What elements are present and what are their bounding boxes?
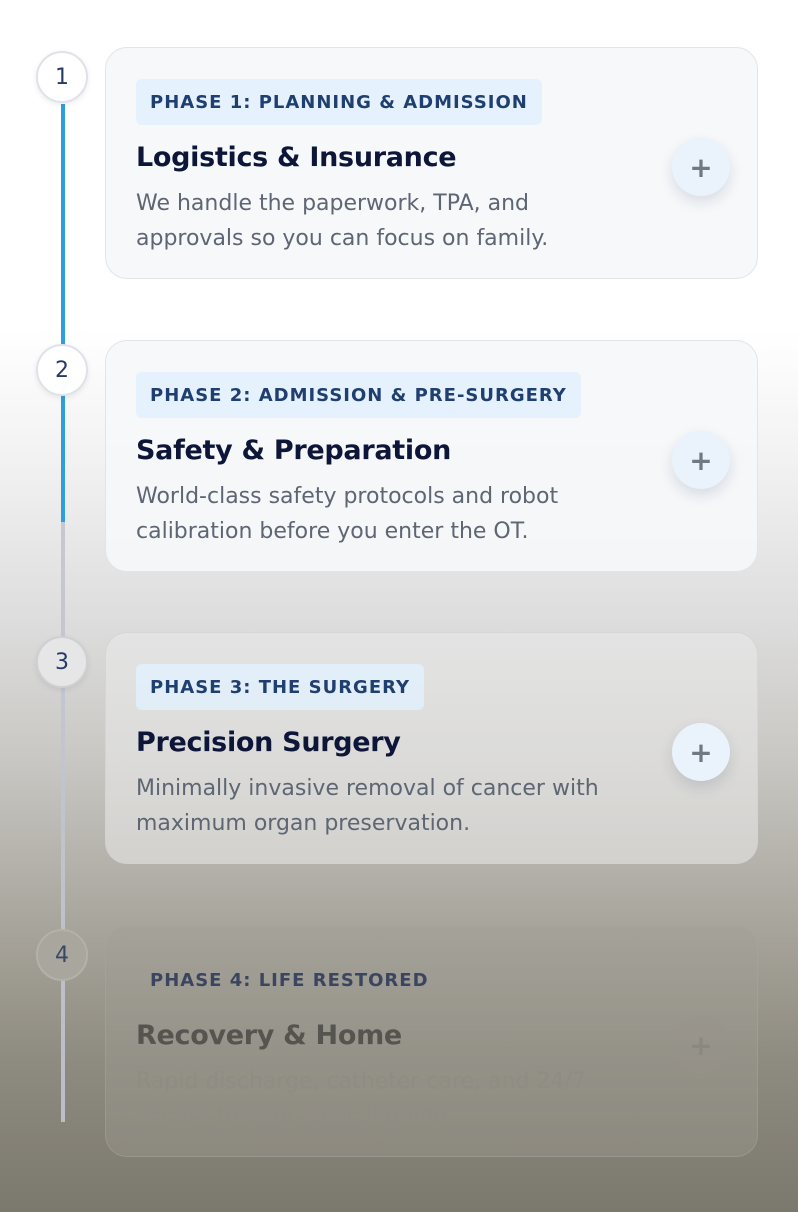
plus-icon: + [689, 443, 713, 477]
phase-1-description: We handle the paperwork, TPA, and approvals so you can focus on family. [136, 191, 549, 251]
plus-icon: + [689, 150, 713, 184]
plus-icon: + [689, 735, 713, 769]
plus-icon: + [689, 1028, 713, 1062]
phase-4-tag: PHASE 4: LIFE RESTORED [150, 969, 429, 991]
phase-1-title: Logistics & Insurance [136, 142, 457, 173]
phase-2-title: Safety & Preparation [136, 435, 452, 466]
phase-3-title: Precision Surgery [136, 727, 401, 758]
expand-phase-4-button[interactable] [672, 1016, 730, 1074]
step-3-marker: 3 [36, 636, 88, 688]
progress-rail-completed [61, 104, 65, 522]
phase-1-tag: PHASE 1: PLANNING & ADMISSION [136, 79, 542, 125]
expand-phase-1-button[interactable] [672, 138, 730, 196]
expand-phase-2-button[interactable] [672, 431, 730, 489]
expand-phase-3-button[interactable] [672, 723, 730, 781]
phase-4-title: Recovery & Home [136, 1020, 402, 1051]
progress-rail-remaining [61, 522, 65, 1122]
phase-card-3[interactable] [105, 632, 758, 864]
phase-3-tag: PHASE 3: THE SURGERY [136, 664, 424, 710]
phase-2-description: World-class safety protocols and robot calibration before you enter the OT. [136, 484, 559, 544]
step-2-marker: 2 [36, 344, 88, 396]
step-1-marker: 1 [36, 51, 88, 103]
phase-3-description: Minimally invasive removal of cancer with maximum organ preservation. [136, 776, 599, 836]
phase-card-2[interactable] [105, 340, 758, 572]
phase-card-4[interactable] [105, 925, 758, 1157]
phase-4-description: Rapid discharge, catheter care, and 24/7 access to your clinical guide. [136, 1069, 586, 1129]
phase-card-1[interactable] [105, 47, 758, 279]
step-4-marker: 4 [36, 929, 88, 981]
phase-2-tag: PHASE 2: ADMISSION & PRE-SURGERY [136, 372, 581, 418]
